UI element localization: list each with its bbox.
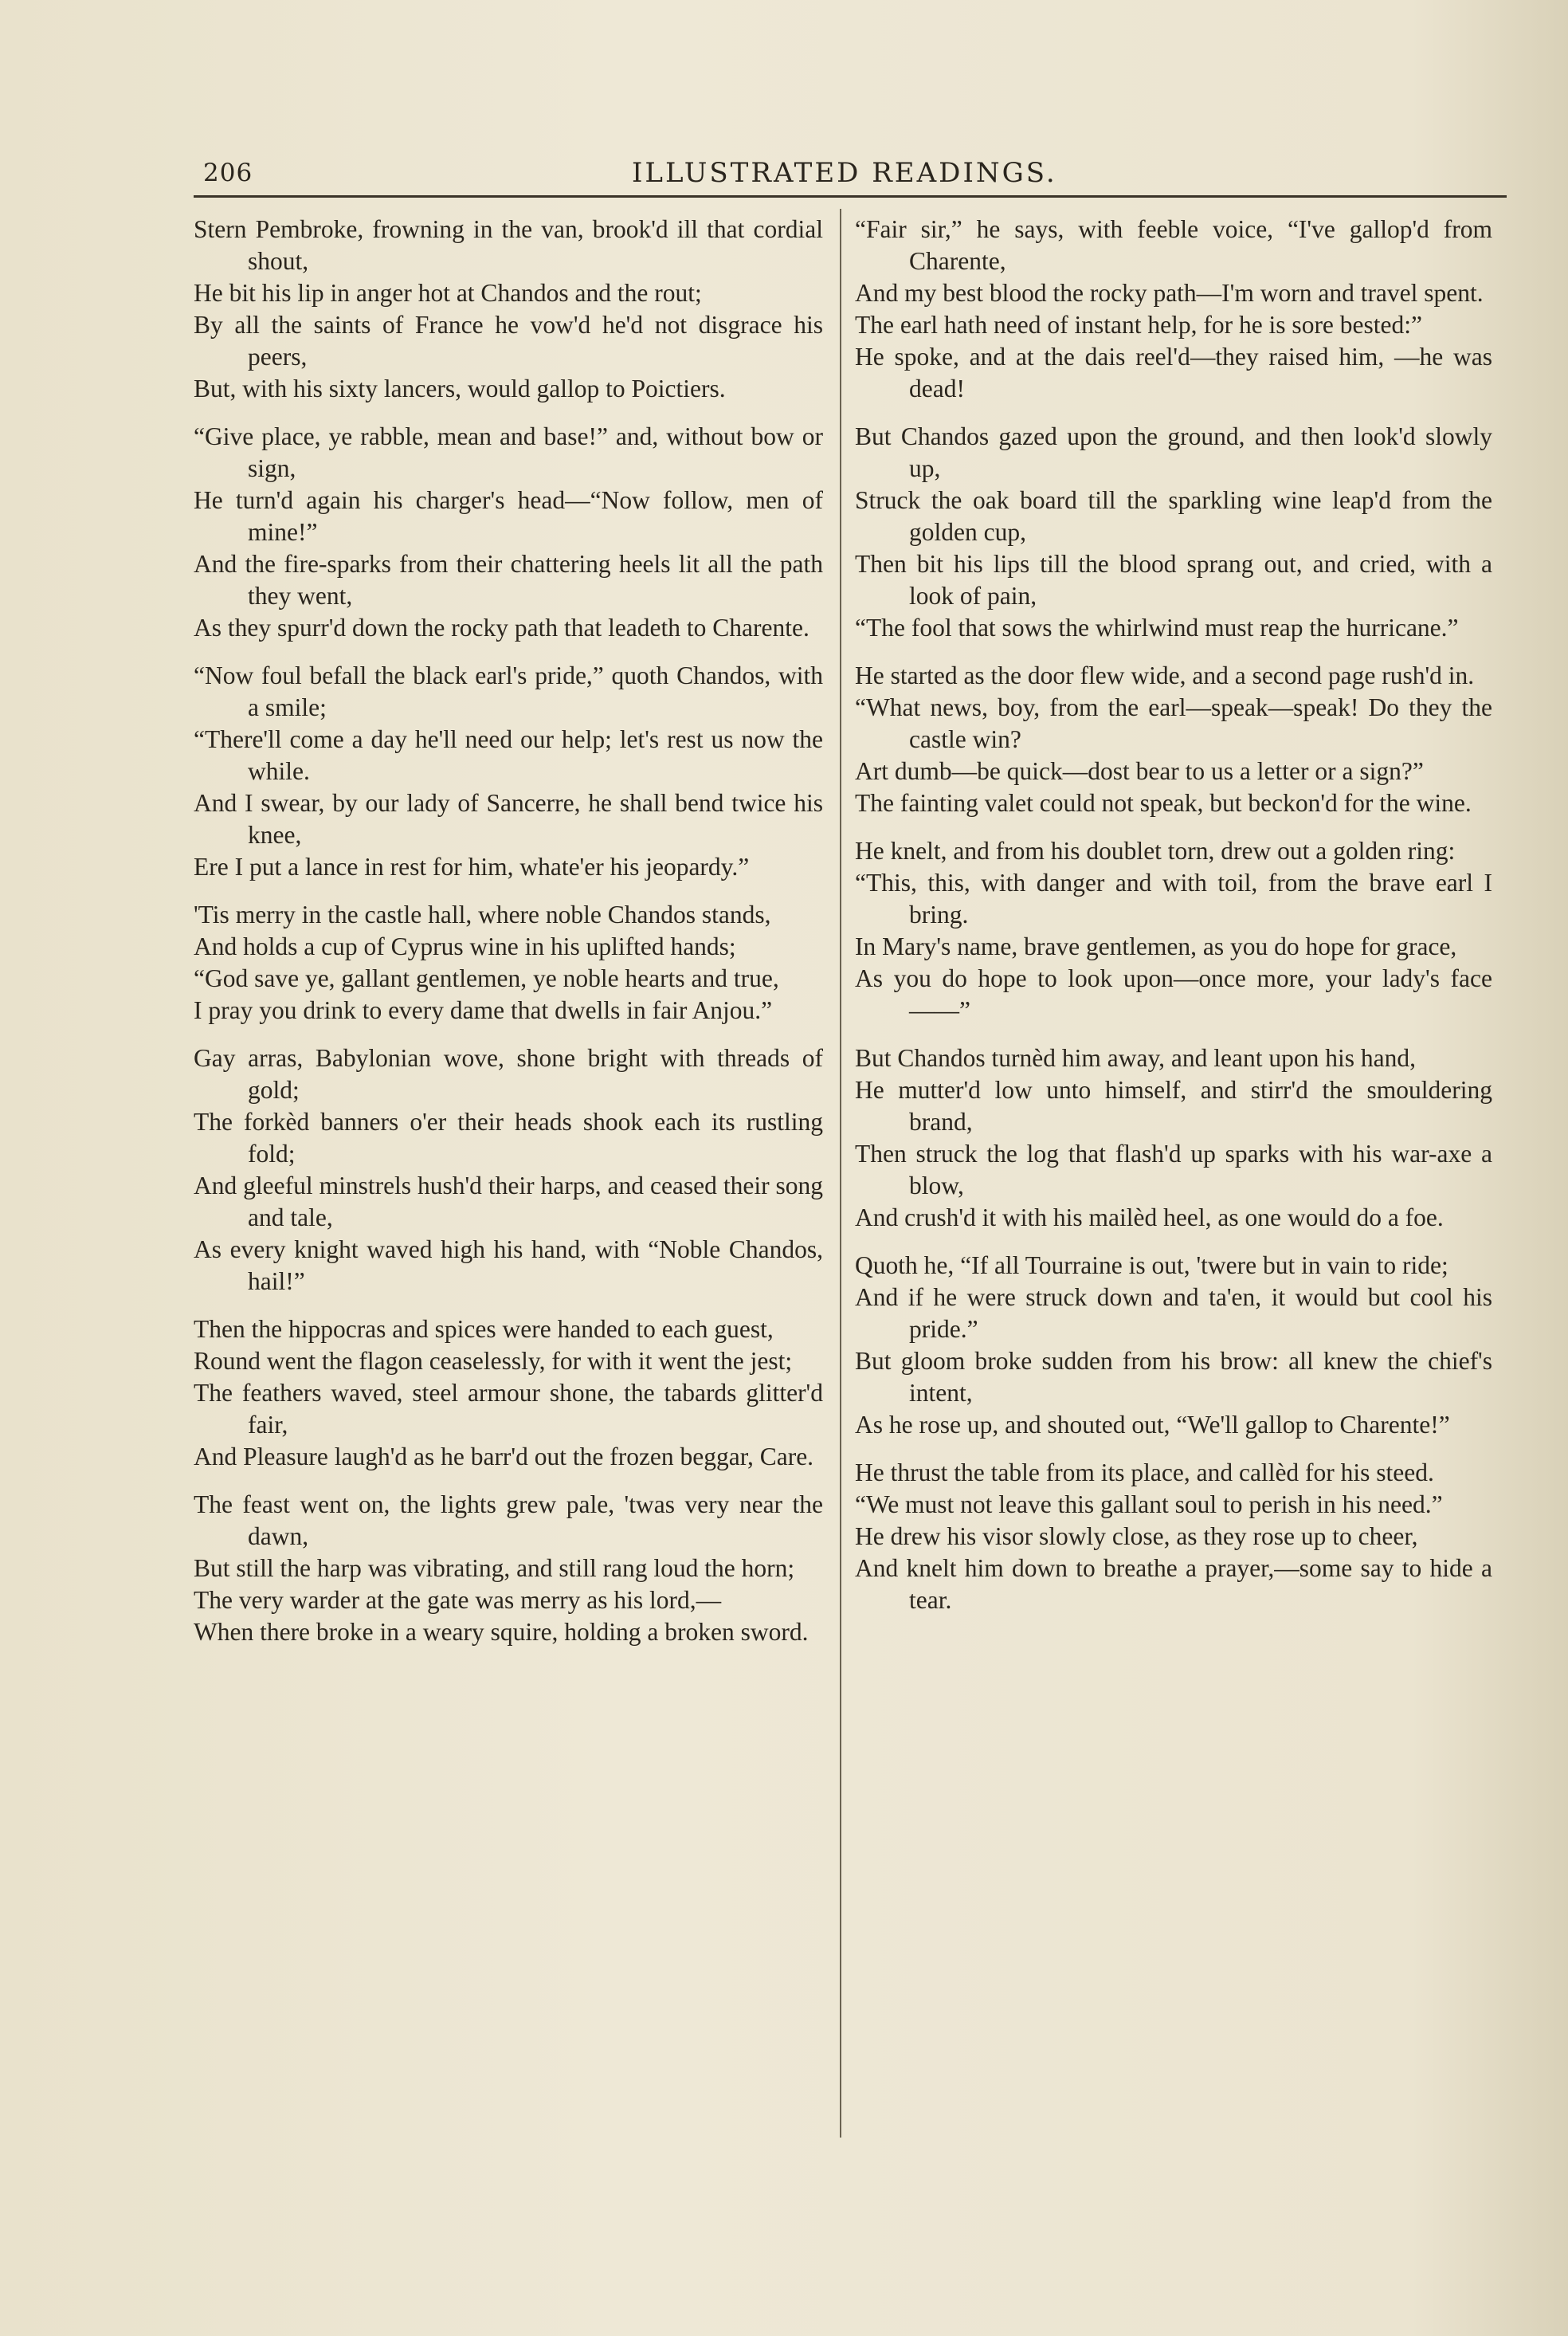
verse-line: He mutter'd low unto himself, and stirr'd the smouldering brand, [855,1076,1492,1136]
verse-line: And if he were struck down and ta'en, it would but cool his pride.” [855,1283,1492,1343]
verse-line: And the fire-sparks from their chattering heels lit all the path they went, [194,550,823,610]
verse-line: He thrust the table from its place, and callèd for his steed. [855,1459,1434,1486]
verse-line: Struck the oak board till the sparkling wine leap'd from the golden cup, [855,486,1492,546]
verse-line: He started as the door flew wide, and a second page rush'd in. [855,662,1475,689]
stanza [194,1042,823,1298]
verse-line: The very warder at the gate was merry as his lord,— [194,1586,722,1614]
stanza [855,1042,1492,1234]
verse-line: The feathers waved, steel armour shone, the tabards glitter'd fair, [194,1379,823,1439]
verse-line: 'Tis merry in the castle hall, where noble Chandos stands, [194,901,771,929]
verse-line: “This, this, with danger and with toil, from the brave earl I bring. [855,869,1492,929]
stanza [194,421,823,644]
verse-line: Round went the flagon ceaselessly, for with it went the jest; [194,1347,793,1375]
verse-line: “We must not leave this gallant soul to perish in his need.” [855,1490,1443,1518]
column-rule [840,209,841,2138]
verse-line: And crush'd it with his mailèd heel, as one would do a foe. [855,1203,1444,1231]
stanza [855,660,1492,819]
verse-line: Ere I put a lance in rest for him, whate'er his jeopardy.” [194,853,750,881]
stanza [194,214,823,405]
verse-line: As they spurr'd down the rocky path that leadeth to Charente. [194,614,809,642]
verse-line: He knelt, and from his doublet torn, drew out a golden ring: [855,837,1456,865]
verse-line: “Now foul befall the black earl's pride,” quoth Chandos, with a smile; [194,662,823,721]
verse-line: “There'll come a day he'll need our help; let's rest us now the while. [194,725,823,785]
verse-line: But, with his sixty lancers, would gallop to Poictiers. [194,375,726,402]
stanza [855,835,1492,1027]
verse-line: And Pleasure laugh'd as he barr'd out the frozen beggar, Care. [194,1443,814,1470]
stanza [855,1457,1492,1616]
verse-line: As you do hope to look upon—once more, your lady's face——” [855,964,1492,1024]
stanza [194,1313,823,1473]
verse-line: He drew his visor slowly close, as they rose up to cheer, [855,1522,1418,1550]
verse-line: And gleeful minstrels hush'd their harps, and ceased their song and tale, [194,1172,823,1231]
verse-line: Gay arras, Babylonian wove, shone bright with threads of gold; [194,1044,823,1104]
verse-line: Then the hippocras and spices were handed to each guest, [194,1315,774,1343]
verse-line: “What news, boy, from the earl—speak—speak! Do they the castle win? [855,693,1492,753]
stanza [194,1489,823,1648]
verse-line: “God save ye, gallant gentlemen, ye noble hearts and true, [194,964,779,992]
page-number: 206 [203,159,253,187]
verse-line: As he rose up, and shouted out, “We'll gallop to Charente!” [855,1411,1450,1439]
verse-line: But Chandos turnèd him away, and leant upon his hand, [855,1044,1416,1072]
verse-line: The earl hath need of instant help, for he is sore bested:” [855,311,1422,339]
running-head: ILLUSTRATED READINGS. [632,157,1057,189]
verse-line: As every knight waved high his hand, with “Noble Chandos, hail!” [194,1235,823,1295]
header-rule [194,195,1507,198]
verse-line: The fainting valet could not speak, but beckon'd for the wine. [855,789,1472,817]
verse-line: “Fair sir,” he says, with feeble voice, “I've gallop'd from Charente, [855,215,1492,275]
verse-line: Then struck the log that flash'd up sparks with his war-axe a blow, [855,1140,1492,1199]
page-header [194,155,1507,195]
verse-line: But gloom broke sudden from his brow: all knew the chief's intent, [855,1347,1492,1407]
verse-line: But Chandos gazed upon the ground, and then look'd slowly up, [855,422,1492,482]
verse-line: In Mary's name, brave gentlemen, as you do hope for grace, [855,932,1457,960]
verse-line: He spoke, and at the dais reel'd—they raised him, —he was dead! [855,343,1492,402]
verse-line: And holds a cup of Cyprus wine in his uplifted hands; [194,932,736,960]
verse-line: Then bit his lips till the blood sprang out, and cried, with a look of pain, [855,550,1492,610]
verse-line: Quoth he, “If all Tourraine is out, 'twere but in vain to ride; [855,1251,1448,1279]
verse-line: Stern Pembroke, frowning in the van, brook'd ill that cordial shout, [194,215,823,275]
stanza [855,421,1492,644]
stanza [194,660,823,883]
verse-line: And my best blood the rocky path—I'm worn and travel spent. [855,279,1484,307]
verse-line: The forkèd banners o'er their heads shook each its rustling fold; [194,1108,823,1168]
verse-line: But still the harp was vibrating, and still rang loud the horn; [194,1554,795,1582]
stanza [855,1250,1492,1441]
verse-line: “Give place, ye rabble, mean and base!” and, without bow or sign, [194,422,823,482]
right-column [855,214,1492,1632]
verse-line: The feast went on, the lights grew pale, 'twas very near the dawn, [194,1490,823,1550]
verse-line: “The fool that sows the whirlwind must reap the hurricane.” [855,614,1459,642]
verse-line: When there broke in a weary squire, holding a broken sword. [194,1618,809,1646]
verse-line: He turn'd again his charger's head—“Now follow, men of mine!” [194,486,823,546]
verse-line: By all the saints of France he vow'd he'd not disgrace his peers, [194,311,823,371]
verse-line: He bit his lip in anger hot at Chandos and the rout; [194,279,702,307]
stanza [855,214,1492,405]
left-column [194,214,823,1664]
stanza [194,899,823,1027]
verse-line: Art dumb—be quick—dost bear to us a letter or a sign?” [855,757,1424,785]
verse-line: And knelt him down to breathe a prayer,—some say to hide a tear. [855,1554,1492,1614]
verse-line: And I swear, by our lady of Sancerre, he shall bend twice his knee, [194,789,823,849]
verse-line: I pray you drink to every dame that dwells in fair Anjou.” [194,996,773,1024]
